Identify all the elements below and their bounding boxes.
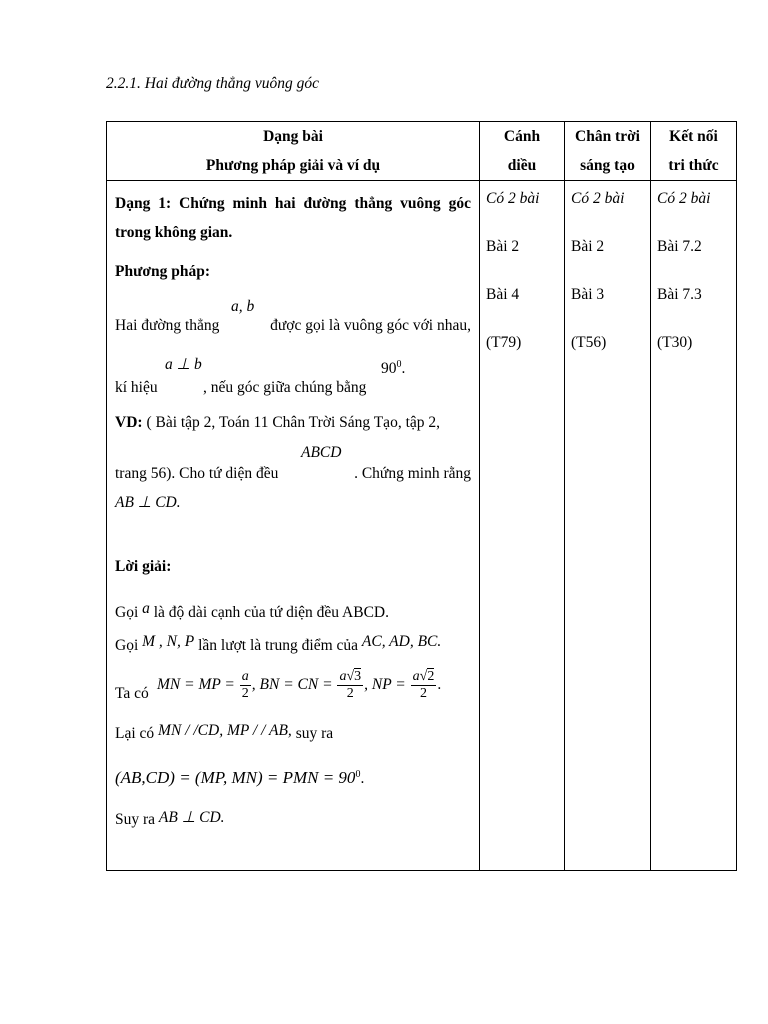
definition-line2: a ⊥ b $90^0$. kí hiệu , nếu góc giữa chúng bằng (115, 356, 406, 396)
example-line1: VD: ( Bài tập 2, Toán 11 Chân Trời Sáng Tạo, tập 2, (115, 414, 440, 431)
list-item: Bài 4 (486, 286, 520, 303)
list-item: Bài 7.3 (657, 286, 702, 303)
table-row (107, 181, 737, 871)
solution-line3: Ta có MN = MP = $\frac{a}{2}$ , BN = CN = $\frac{a√3}{2}$ , NP = $\frac{a√2}{2}$ . (115, 669, 442, 702)
header-canh-dieu: Cánh diều (480, 122, 565, 181)
dang-title: Dạng 1: Chứng minh hai đường thẳng vuông góc trong không gian. (115, 195, 471, 241)
list-item: Bài 2 (486, 238, 520, 255)
solution-line4: Lại có MN / /CD, MP / / AB, suy ra (115, 722, 334, 742)
phuong-phap-label: Phương pháp: (115, 263, 210, 280)
solution-line6: Suy ra AB ⊥ CD. (115, 809, 225, 829)
list-item: Bài 7.2 (657, 238, 702, 255)
list-item: Có 2 bài (486, 190, 540, 207)
chan-troi-cell (565, 181, 651, 871)
section-heading: 2.2.1. Hai đường thẳng vuông góc (106, 75, 320, 92)
solution-line5: (AB,CD) = (MP, MN) = PMN = $90^0$. (115, 768, 365, 788)
ket-noi-cell (651, 181, 737, 871)
list-item: (T30) (657, 334, 693, 351)
list-item: Bài 3 (571, 286, 605, 303)
list-item: Bài 2 (571, 238, 605, 255)
list-item: Có 2 bài (571, 190, 625, 207)
header-dang-bai: Dạng bài Phương pháp giải và ví dụ (107, 122, 480, 181)
solution-line2: Gọi M , N, P lần lượt là trung điểm của AC, AD, BC. (115, 633, 442, 654)
definition-line1: a, b Hai đường thẳng được gọi là vuông góc với nhau, (115, 298, 471, 334)
example-claim: AB ⊥ CD. (115, 494, 181, 511)
list-item: Có 2 bài (657, 190, 711, 207)
table-header-row (107, 122, 737, 181)
example-line2: ABCD trang 56). Cho tứ diện đều . Chứng minh rằng (115, 444, 471, 482)
header-chan-troi: Chân trời sáng tạo (565, 122, 651, 181)
solution-line1: Gọi a là độ dài cạnh của tứ diện đều ABCD. (115, 600, 389, 621)
canh-dieu-cell (480, 181, 565, 871)
method-cell (107, 181, 480, 871)
list-item: (T79) (486, 334, 522, 351)
loi-giai-label: Lời giải: (115, 558, 172, 575)
header-ket-noi: Kết nối tri thức (651, 122, 737, 181)
list-item: (T56) (571, 334, 607, 351)
content-table (106, 121, 737, 871)
